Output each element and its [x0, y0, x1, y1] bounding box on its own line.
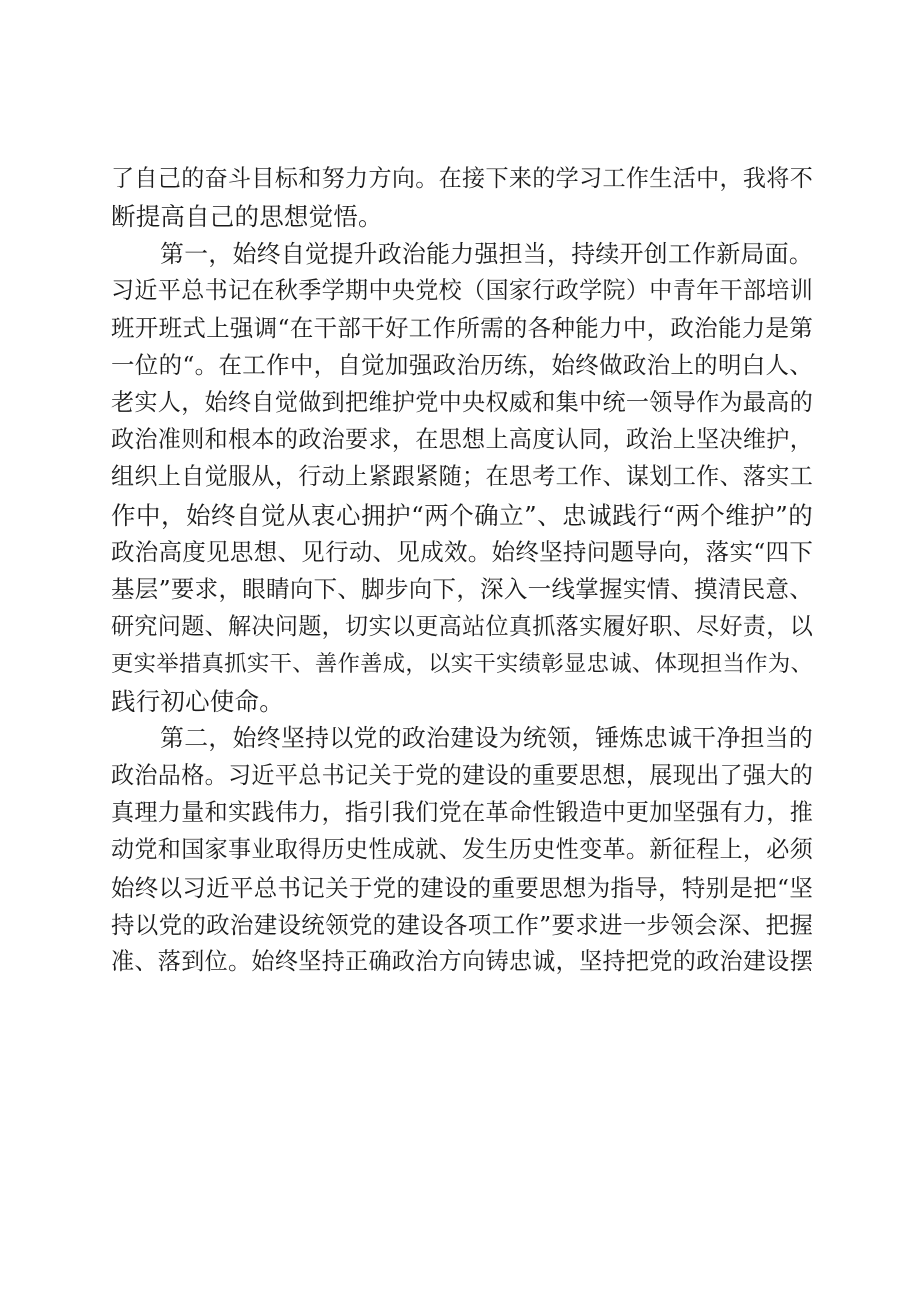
paragraph-2	[111, 236, 813, 721]
text-line: 一位的“。在工作中，自觉加强政治历练，始终做政治上的明白人、	[111, 351, 813, 380]
text-line: 动党和国家事业取得历史性成就、发生历史性变革。新征程上，必须	[111, 837, 813, 864]
text-line: 第二，始终坚持以党的政治建设为统领，锤炼忠诚干净担当的	[160, 724, 813, 753]
text-line: 践行初心使命。	[111, 687, 284, 717]
paragraph-1	[111, 161, 813, 236]
text-line: 政治准则和根本的政治要求，在思想上高度认同，政治上坚决维护，	[111, 427, 813, 454]
text-line: 班开班式上强调“在干部干好工作所需的各种能力中，政治能力是第	[111, 314, 813, 343]
text-line: 了自己的奋斗目标和努力方向。在接下来的学习工作生活中，我将不	[111, 166, 813, 192]
text-line: 第一，始终自觉提升政治能力强担当，持续开创工作新局面。	[160, 239, 813, 268]
text-line: 政治品格。习近平总书记关于党的建设的重要思想，展现出了强大的	[111, 762, 813, 789]
text-line: 断提高自己的思想觉悟。	[111, 202, 383, 232]
text-line: 真理力量和实践伟力，指引我们党在革命性锻造中更加坚强有力，推	[111, 800, 813, 827]
text-line: 持以党的政治建设统领党的建设各项工作”要求进一步领会深、把握	[111, 910, 813, 939]
text-line: 组织上自觉服从，行动上紧跟紧随；在思考工作、谋划工作、落实工	[111, 464, 813, 491]
text-line: 基层”要求，眼睛向下、脚步向下，深入一线掌握实情、摸清民意、	[111, 575, 813, 604]
text-line: 更实举措真抓实干、善作善成，以实干实绩彰显忠诚、体现担当作为、	[111, 650, 813, 677]
document-body	[111, 161, 813, 982]
text-line: 始终以习近平总书记关于党的建设的重要思想为指导，特别是把“坚	[111, 873, 813, 902]
text-line: 老实人，始终自觉做到把维护党中央权威和集中统一领导作为最高的	[111, 389, 813, 416]
paragraph-3	[111, 720, 813, 981]
text-line: 习近平总书记在秋季学期中央党校（国家行政学院）中青年干部培训	[111, 277, 813, 304]
text-line: 研究问题、解决问题，切实以更高站位真抓落实履好职、尽好责，以	[111, 613, 813, 640]
text-line: 政治高度见思想、见行动、见成效。始终坚持问题导向，落实“四下	[111, 537, 813, 566]
text-line: 作中，始终自觉从衷心拥护“两个确立”、忠诚践行“两个维护”的	[111, 500, 813, 530]
text-line: 准、落到位。始终坚持正确政治方向铸忠诚，坚持把党的政治建设摆	[111, 949, 813, 976]
